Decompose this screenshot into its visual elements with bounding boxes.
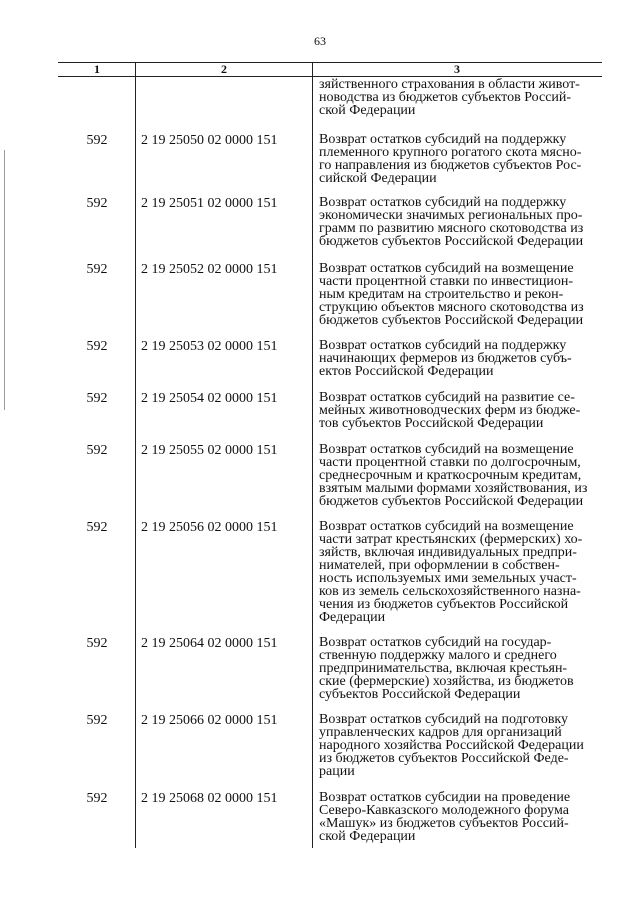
- description-line: Возврат остатков субсидий на поддержку: [319, 132, 567, 147]
- column-divider-2: [312, 62, 313, 848]
- description-line: Федерации: [319, 610, 386, 625]
- description-line: ской Федерации: [319, 103, 416, 118]
- admin-code-cell: 592: [86, 791, 108, 806]
- description-line: части процентной ставки по инвестицион-: [319, 274, 574, 289]
- budget-code-cell: 2 19 25068 02 0000 151: [141, 791, 278, 806]
- description-line: управленческих кадров для организаций: [319, 725, 562, 740]
- description-cell: [319, 391, 603, 430]
- budget-code-cell: 2 19 25066 02 0000 151: [141, 713, 278, 728]
- budget-code-cell: 2 19 25054 02 0000 151: [141, 391, 278, 406]
- description-line: предпринимательства, включая крестьян-: [319, 661, 568, 676]
- description-line: Возврат остатков субсидий на поддержку: [319, 195, 567, 210]
- description-line: ские (фермерские) хозяйства, из бюджетов: [319, 674, 574, 689]
- page-number: 63: [314, 34, 326, 48]
- description-cell: [319, 443, 603, 508]
- description-line: новодства из бюджетов субъектов Россий-: [319, 90, 572, 105]
- description-line: струкцию объектов мясного скотоводства из: [319, 300, 584, 315]
- description-line: ственную поддержку малого и среднего: [319, 648, 557, 663]
- scan-margin-mark: [4, 150, 5, 410]
- admin-code-cell: 592: [86, 262, 108, 277]
- description-line: Возврат остатков субсидии на проведение: [319, 790, 571, 805]
- budget-code-cell: 2 19 25064 02 0000 151: [141, 636, 278, 651]
- description-line: бюджетов субъектов Российской Федерации: [319, 234, 584, 249]
- admin-code-cell: 592: [86, 520, 108, 535]
- admin-code-cell: 592: [86, 391, 108, 406]
- admin-code-cell: 592: [86, 443, 108, 458]
- budget-code-cell: 2 19 25053 02 0000 151: [141, 339, 278, 354]
- admin-code-cell: 592: [86, 636, 108, 651]
- description-cell: [319, 262, 603, 327]
- description-line: субъектов Российской Федерации: [319, 687, 521, 702]
- description-line: Возврат остатков субсидий на возмещение: [319, 261, 574, 276]
- description-line: ектов Российской Федерации: [319, 364, 494, 379]
- description-line: Возврат остатков субсидий на подготовку: [319, 712, 569, 727]
- description-cell: [319, 133, 603, 185]
- description-cell: [319, 196, 603, 248]
- description-line: ской Федерации: [319, 829, 416, 844]
- description-line: из бюджетов субъектов Российской Феде-: [319, 751, 569, 766]
- admin-code-cell: 592: [86, 339, 108, 354]
- admin-code-cell: 592: [86, 133, 108, 148]
- budget-code-cell: 2 19 25056 02 0000 151: [141, 520, 278, 535]
- budget-code-cell: 2 19 25050 02 0000 151: [141, 133, 278, 148]
- description-line: рации: [319, 764, 355, 779]
- description-cell: [319, 520, 603, 624]
- description-cell: [319, 78, 603, 117]
- description-line: начинающих фермеров из бюджетов субъ-: [319, 351, 572, 366]
- description-cell: [319, 339, 603, 378]
- description-cell: [319, 791, 603, 843]
- budget-code-cell: 2 19 25055 02 0000 151: [141, 443, 278, 458]
- description-line: чения из бюджетов субъектов Российской: [319, 597, 569, 612]
- description-line: Возврат остатков субсидий на развитие се-: [319, 390, 575, 405]
- description-line: тов субъектов Российской Федерации: [319, 416, 544, 431]
- description-line: части процентной ставки по долгосрочным,: [319, 455, 581, 470]
- description-line: народного хозяйства Российской Федерации: [319, 738, 584, 753]
- admin-code-cell: 592: [86, 196, 108, 211]
- description-line: зяйств, включая индивидуальных предпри-: [319, 545, 577, 560]
- description-line: зяйственного страхования в области живот-: [319, 77, 580, 92]
- description-line: среднесрочным и краткосрочным кредитам,: [319, 468, 582, 483]
- budget-code-cell: 2 19 25052 02 0000 151: [141, 262, 278, 277]
- description-line: бюджетов субъектов Российской Федерации: [319, 313, 584, 328]
- description-line: Северо-Кавказского молодежного форума: [319, 803, 569, 818]
- description-line: Возврат остатков субсидий на государ-: [319, 635, 552, 650]
- description-line: Возврат остатков субсидий на возмещение: [319, 442, 574, 457]
- description-line: части затрат крестьянских (фермерских) хо-: [319, 532, 583, 547]
- description-line: мейных животноводческих ферм из бюдже-: [319, 403, 581, 418]
- description-line: взятым малыми формами хозяйствования, из: [319, 481, 588, 496]
- description-line: ным кредитам на строительство и рекон-: [319, 287, 564, 302]
- description-cell: [319, 713, 603, 778]
- description-line: бюджетов субъектов Российской Федерации: [319, 494, 584, 509]
- description-line: Возврат остатков субсидий на возмещение: [319, 519, 574, 534]
- description-line: грамм по развитию мясного скотоводства из: [319, 221, 584, 236]
- table-header: [58, 62, 602, 77]
- description-line: сийской Федерации: [319, 171, 437, 186]
- description-line: ность используемых ими земельных участ-: [319, 571, 577, 586]
- admin-code-cell: 592: [86, 713, 108, 728]
- description-line: нимателей, при оформлении в собствен-: [319, 558, 560, 573]
- description-line: го направления из бюджетов субъектов Рос-: [319, 158, 582, 173]
- description-cell: [319, 636, 603, 701]
- header-col-2: 2: [221, 62, 227, 76]
- header-col-3: 3: [454, 62, 460, 76]
- description-line: племенного крупного рогатого скота мясно-: [319, 145, 582, 160]
- description-line: «Машук» из бюджетов субъектов Россий-: [319, 816, 569, 831]
- description-line: Возврат остатков субсидий на поддержку: [319, 338, 567, 353]
- description-line: ков из земель сельскохозяйственного назна-: [319, 584, 581, 599]
- header-col-1: 1: [94, 62, 100, 76]
- description-line: экономически значимых региональных про-: [319, 208, 583, 223]
- budget-code-cell: 2 19 25051 02 0000 151: [141, 196, 278, 211]
